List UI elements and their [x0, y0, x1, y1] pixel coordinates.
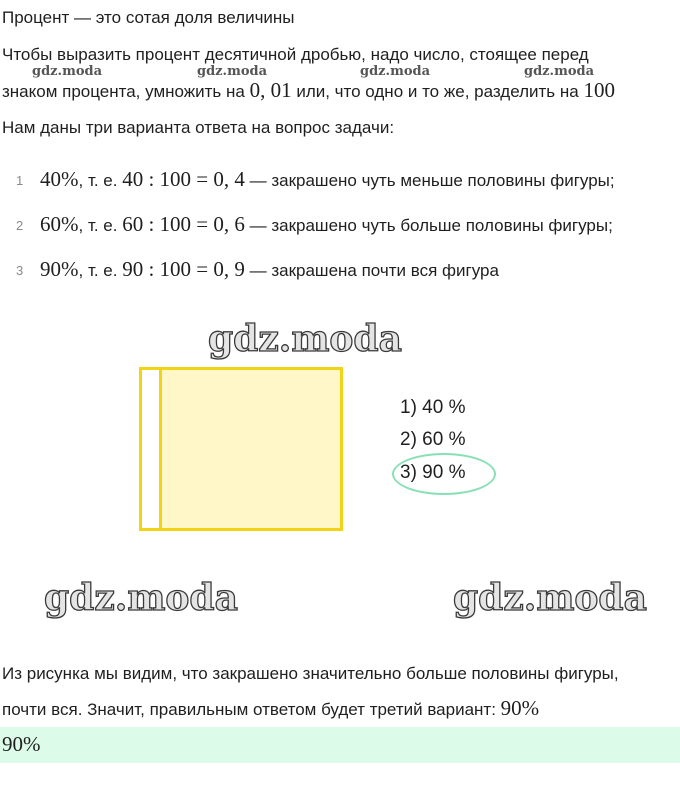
list-number-2: 2	[16, 218, 24, 233]
unshaded-strip	[142, 370, 162, 528]
paragraph-line-1: Чтобы выразить процент десятичной дробью, надо число, стоящее перед	[2, 45, 589, 64]
watermark-small-2: gdz.moda	[197, 64, 268, 79]
option-2: 2) 60 %	[400, 429, 466, 450]
watermark-small-3: gdz.moda	[360, 64, 431, 79]
list-item-2-text2: — закрашено чуть больше половины фигуры;	[244, 216, 613, 235]
watermark-large-left: gdz.moda	[44, 577, 238, 619]
list-item-3-text1: , т. е.	[78, 261, 123, 280]
watermark-large-top: gdz.moda	[208, 318, 402, 360]
conclusion-line-2	[2, 697, 539, 721]
heading: Процент — это сотая доля величины	[2, 8, 295, 27]
option-3: 3) 90 %	[400, 462, 466, 483]
watermark-small-1: gdz.moda	[32, 64, 103, 79]
list-item-3	[40, 257, 499, 283]
conclusion-math-90: 90%	[500, 696, 540, 720]
list-item-3-text2: — закрашена почти вся фигура	[244, 261, 499, 280]
shaded-rectangle-figure	[139, 367, 343, 531]
math-100: 100	[583, 78, 615, 102]
list-item-2-percent: 60%	[40, 212, 79, 236]
list-item-1-percent: 40%	[40, 167, 79, 191]
paragraph-line-2-middle: или, что одно и то же, разделить на	[291, 82, 584, 101]
answer-box	[0, 727, 680, 763]
list-item-2-math: 60 : 100 = 0, 6	[122, 212, 245, 236]
conclusion-line-2-prefix: почти вся. Значит, правильным ответом будет третий вариант:	[2, 700, 501, 719]
option-1: 1) 40 %	[400, 397, 466, 418]
paragraph-line-2-prefix: знаком процента, умножить на	[2, 82, 250, 101]
answer-circle	[392, 453, 496, 495]
watermark-small-4: gdz.moda	[524, 64, 595, 79]
conclusion-line-1: Из рисунка мы видим, что закрашено значительно больше половины фигуры,	[2, 664, 619, 683]
list-item-3-math: 90 : 100 = 0, 9	[122, 257, 245, 281]
list-item-1-text2: — закрашено чуть меньше половины фигуры;	[244, 171, 615, 190]
list-item-2-text1: , т. е.	[78, 216, 123, 235]
answer-value: 90%	[2, 732, 41, 756]
list-number-3: 3	[16, 263, 24, 278]
watermark-large-right: gdz.moda	[453, 577, 647, 619]
intro-text: Нам даны три варианта ответа на вопрос задачи:	[2, 118, 395, 137]
paragraph-line-2	[2, 79, 615, 103]
list-number-1: 1	[16, 173, 24, 188]
math-0-01: 0, 01	[249, 78, 292, 102]
list-item-3-percent: 90%	[40, 257, 79, 281]
list-item-1-text1: , т. е.	[78, 171, 123, 190]
list-item-1-math: 40 : 100 = 0, 4	[122, 167, 245, 191]
list-item-2	[40, 212, 613, 238]
list-item-1	[40, 167, 615, 193]
